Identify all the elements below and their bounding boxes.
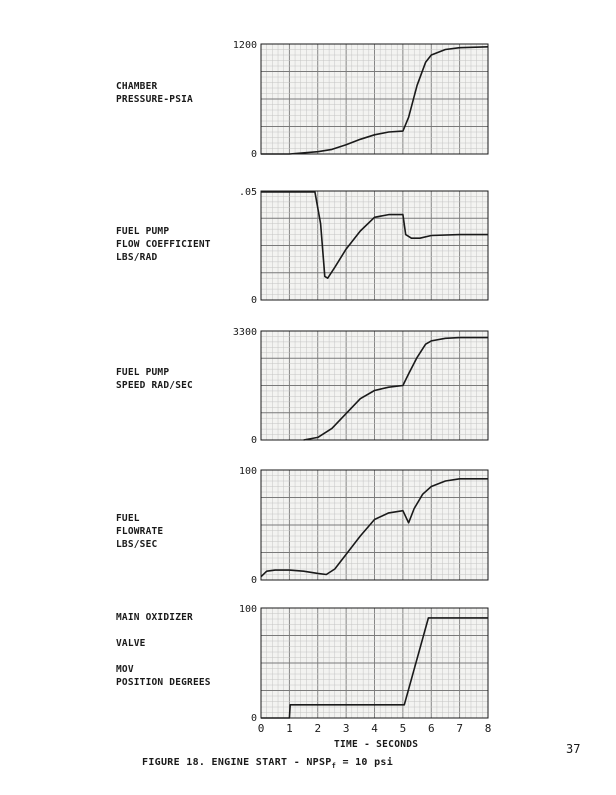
x-axis-title: TIME - SECONDS <box>334 739 419 750</box>
fuel-flowrate-label: FUEL FLOWRATE LBS/SEC <box>116 513 164 550</box>
x-tick-label: 8 <box>484 722 492 735</box>
y-tick-label: 0 <box>250 435 257 446</box>
caption-suffix: = 10 psi <box>336 757 394 768</box>
y-tick-label: 100 <box>238 604 257 615</box>
chamber-pressure-label: CHAMBER PRESSURE-PSIA <box>116 81 193 105</box>
y-tick-label: 0 <box>250 149 257 160</box>
x-tick-label: 2 <box>314 722 322 735</box>
fuel-pump-speed-label: FUEL PUMP SPEED RAD/SEC <box>116 367 193 391</box>
fuel-pump-flow-coefficient-label: FUEL PUMP FLOW COEFFICIENT LBS/RAD <box>116 226 211 263</box>
page-number: 37 <box>566 742 581 756</box>
x-tick-label: 5 <box>399 722 407 735</box>
figure-caption <box>142 757 393 770</box>
x-tick-label: 1 <box>286 722 293 735</box>
caption-subscript: f <box>331 762 337 770</box>
x-tick-label: 6 <box>427 722 435 735</box>
y-tick-label: 0 <box>250 713 257 724</box>
y-tick-label: 3300 <box>232 327 257 338</box>
x-tick-label: 3 <box>342 722 350 735</box>
caption-prefix: FIGURE 18. ENGINE START - NPSP <box>142 757 332 768</box>
x-tick-label: 4 <box>371 722 378 735</box>
x-tick-label: 7 <box>456 722 463 735</box>
y-tick-label: .05 <box>238 187 257 198</box>
y-tick-label: 1200 <box>232 40 257 51</box>
y-tick-label: 0 <box>250 295 257 306</box>
x-tick-label: 0 <box>257 722 265 735</box>
main-oxidizer-valve-label: MAIN OXIDIZER VALVE MOV POSITION DEGREES <box>116 612 211 688</box>
y-tick-label: 100 <box>238 466 257 477</box>
y-tick-label: 0 <box>250 575 257 586</box>
